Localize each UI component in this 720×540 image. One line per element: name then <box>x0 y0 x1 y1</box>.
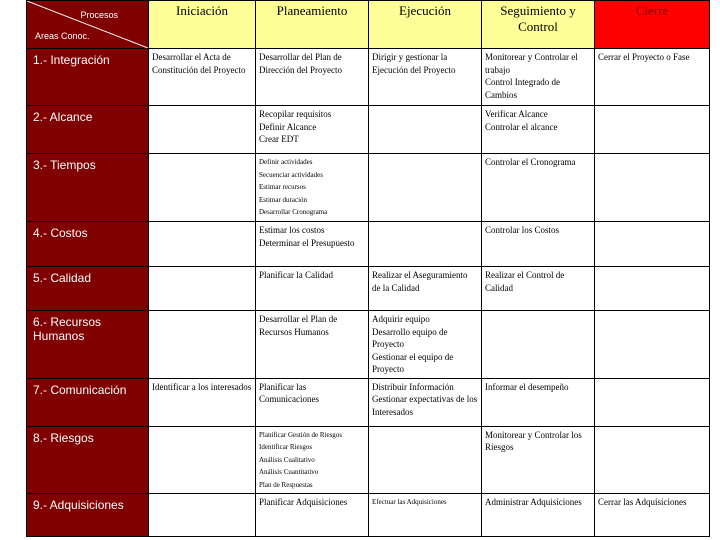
table-row <box>27 311 710 379</box>
process-cell-ini <box>149 494 256 537</box>
process-cell-cie <box>595 426 710 494</box>
process-cell-seg <box>482 222 595 267</box>
process-item: Determinar el Presupuesto <box>259 237 355 248</box>
process-item: Análisis Cualitativo <box>259 455 315 464</box>
process-cell-ini <box>149 267 256 311</box>
areas-label: Areas Conoc. <box>35 31 90 41</box>
area-label: 4.- Costos <box>27 222 149 267</box>
process-cell-eje <box>369 426 482 494</box>
header-iniciacion: Iniciación <box>149 1 256 49</box>
header-cierre: Cierre <box>595 1 710 49</box>
process-cell-cie <box>595 154 710 222</box>
process-item: Secuenciar actividades <box>259 170 323 179</box>
process-item: Identificar Riesgos <box>259 443 313 451</box>
process-cell-cie <box>595 311 710 379</box>
process-cell-cie <box>595 106 710 154</box>
area-label: 6.- Recursos Humanos <box>27 311 149 379</box>
header-seguimiento: Seguimiento y Control <box>482 1 595 49</box>
process-item: Identificar a los interesados <box>152 381 252 392</box>
table-row <box>27 49 710 106</box>
area-label: 5.- Calidad <box>27 267 149 311</box>
process-cell-pla <box>256 106 369 154</box>
process-item: Desarrollar el Acta de Constitución del Proyecto <box>152 52 246 75</box>
process-cell-seg <box>482 378 595 426</box>
header-row <box>27 1 710 49</box>
table-row <box>27 106 710 154</box>
process-cell-ini <box>149 311 256 379</box>
process-item: Recopilar requisitos <box>259 109 332 119</box>
process-item: Realizar el Control de Calidad <box>485 270 565 293</box>
process-item: Control Integrado de Cambios <box>485 77 560 100</box>
process-item: Desarrollar el Plan de Recursos Humanos <box>259 314 338 337</box>
matrix-body <box>27 49 710 537</box>
process-item: Estimar duración <box>259 195 308 204</box>
process-cell-eje <box>369 494 482 537</box>
process-cell-ini <box>149 222 256 267</box>
process-item: Desarrollar del Plan de Dirección del Proyecto <box>259 52 342 75</box>
process-item: Controlar los Costos <box>485 225 560 235</box>
process-cell-ini <box>149 426 256 494</box>
process-item: Cerrar las Adquisiciones <box>598 497 687 507</box>
process-cell-eje <box>369 311 482 379</box>
process-cell-cie <box>595 49 710 106</box>
process-item: Planificar la Calidad <box>259 270 333 280</box>
process-cell-pla <box>256 49 369 106</box>
table-row <box>27 154 710 222</box>
process-cell-cie <box>595 378 710 426</box>
process-cell-seg <box>482 106 595 154</box>
process-cell-eje <box>369 222 482 267</box>
process-cell-seg <box>482 154 595 222</box>
process-cell-eje <box>369 49 482 106</box>
process-cell-ini <box>149 106 256 154</box>
process-item: Informar el desempeño <box>485 381 569 392</box>
area-label: 1.- Integración <box>27 49 149 106</box>
procesos-label: Procesos <box>80 10 118 20</box>
process-item: Administrar Adquisiciones <box>485 497 582 507</box>
process-item: Controlar el alcance <box>485 121 558 132</box>
table-row <box>27 494 710 537</box>
process-cell-seg <box>482 311 595 379</box>
process-item: Planificar Adquisiciones <box>259 497 348 507</box>
area-label: 8.- Riesgos <box>27 426 149 494</box>
process-item: Efectuar las Adquisiciones <box>372 498 447 506</box>
process-item: Planificar las Comunicaciones <box>259 381 319 404</box>
process-cell-ini <box>149 49 256 106</box>
process-item: Verificar Alcance <box>485 109 548 119</box>
process-item: Crear EDT <box>259 134 299 144</box>
process-cell-pla <box>256 267 369 311</box>
process-cell-pla <box>256 494 369 537</box>
process-item: Controlar el Cronograma <box>485 157 576 167</box>
process-cell-seg <box>482 426 595 494</box>
process-item: Dirigir y gestionar la Ejecución del Proyecto <box>372 52 456 75</box>
process-cell-pla <box>256 222 369 267</box>
process-cell-cie <box>595 494 710 537</box>
process-cell-ini <box>149 378 256 426</box>
process-cell-pla <box>256 311 369 379</box>
area-label: 9.- Adquisiciones <box>27 494 149 537</box>
process-cell-eje <box>369 267 482 311</box>
process-cell-seg <box>482 49 595 106</box>
process-matrix-table <box>26 0 710 537</box>
process-item: Cerrar el Proyecto o Fase <box>598 52 690 62</box>
process-cell-eje <box>369 106 482 154</box>
process-item: Realizar el Aseguramiento de la Calidad <box>372 270 468 293</box>
area-label: 7.- Comunicación <box>27 378 149 426</box>
process-item: Definir actividades <box>259 158 313 166</box>
area-label: 3.- Tiempos <box>27 154 149 222</box>
process-item: Gestionar el equipo de Proyecto <box>372 351 454 374</box>
table-row <box>27 267 710 311</box>
process-item: Planificar Gestión de Riesgos <box>259 430 343 439</box>
process-cell-cie <box>595 222 710 267</box>
process-cell-eje <box>369 154 482 222</box>
process-cell-ini <box>149 154 256 222</box>
header-planeamiento: Planeamiento <box>256 1 369 49</box>
process-item: Adquirir equipo <box>372 314 430 324</box>
table-row <box>27 378 710 426</box>
process-item: Gestionar expectativas de los Interesados <box>372 394 478 417</box>
process-item: Análisis Cuantitativo <box>259 468 319 476</box>
header-ejecucion: Ejecución <box>369 1 482 49</box>
process-cell-seg <box>482 494 595 537</box>
process-item: Desarrollar Cronograma <box>259 208 328 216</box>
process-item: Distribuir Información <box>372 381 454 392</box>
process-cell-eje <box>369 378 482 426</box>
process-item: Estimar recursos <box>259 183 306 191</box>
process-cell-pla <box>256 154 369 222</box>
process-item: Monitorear y Controlar los Riesgos <box>485 429 582 452</box>
process-item: Desarrollo equipo de Proyecto <box>372 326 448 349</box>
process-item: Plan de Respuestas <box>259 480 313 489</box>
process-item: Definir Alcance <box>259 121 317 132</box>
process-cell-seg <box>482 267 595 311</box>
process-cell-pla <box>256 426 369 494</box>
table-row <box>27 222 710 267</box>
area-label: 2.- Alcance <box>27 106 149 154</box>
process-item: Monitorear y Controlar el trabajo <box>485 52 578 75</box>
table-row <box>27 426 710 494</box>
process-cell-cie <box>595 267 710 311</box>
process-cell-pla <box>256 378 369 426</box>
process-item: Estimar los costos <box>259 225 325 235</box>
corner-header <box>27 1 149 49</box>
